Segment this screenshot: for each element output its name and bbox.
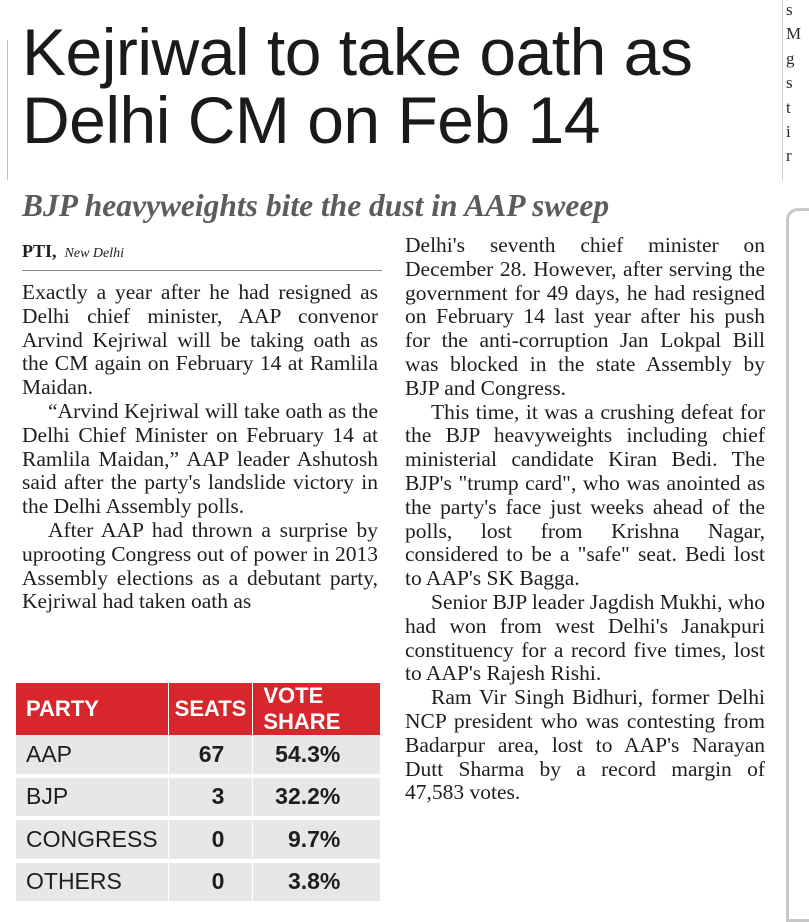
article-left-column [22, 281, 378, 614]
fragment-letter: r [786, 146, 792, 166]
table-row [16, 735, 380, 776]
paragraph: “Arvind Kejriwal will take oath as the Delhi Chief Minister on February 14 at Ramlila Maidan,” AAP leader Ashutosh said after the party's landslide victory in the Delhi Assembly polls. [22, 398, 378, 519]
vote-share-cell: 54.3% [253, 735, 381, 776]
seats-cell: 3 [168, 776, 253, 819]
header-vote-share: VOTE SHARE [253, 683, 381, 735]
fragment-letter: s [786, 0, 793, 19]
table-row [16, 818, 380, 861]
fragment-letter: g [786, 48, 795, 68]
adjacent-article-fragment [786, 0, 802, 169]
seats-cell: 0 [168, 818, 253, 861]
party-cell: OTHERS [16, 861, 168, 904]
paragraph: Ram Vir Singh Bidhuri, former Delhi NCP president who was contesting from Badarpur area, lost to AAP's Narayan Dutt Sharma by a record margin of 47,583 votes. [405, 685, 765, 805]
byline [22, 240, 382, 271]
vote-share-cell: 32.2% [253, 776, 381, 819]
paragraph: This time, it was a crushing defeat for the BJP heavyweights including chief ministerial candidate Kiran Bedi. The BJP's "trump card", who was anointed as the party's face just weeks ahead of the polls, lost from Krishna Nagar, considered to be a "safe" seat. Bedi lost to AAP's SK Bagga. [405, 399, 765, 591]
adjacent-column-rule [782, 0, 783, 180]
vote-share-cell: 3.8% [253, 861, 381, 904]
paragraph: After AAP had thrown a surprise by uprooting Congress out of power in 2013 Assembly elections as a debutant party, Kejriwal had taken oath as [22, 517, 378, 614]
subheadline: BJP heavyweights bite the dust in AAP sweep [22, 188, 610, 223]
fragment-letter: i [786, 122, 791, 142]
fragment-letter: M [786, 24, 802, 44]
fragment-letter: s [786, 73, 793, 93]
fragment-letter: t [786, 97, 791, 117]
header-seats: SEATS [168, 683, 253, 735]
headline: Kejriwal to take oath as Delhi CM on Feb 14 [22, 15, 693, 157]
byline-agency: PTI, [22, 241, 57, 261]
election-results-table [16, 683, 380, 905]
seats-cell: 67 [168, 735, 253, 776]
party-cell: BJP [16, 776, 168, 819]
party-cell: AAP [16, 735, 168, 776]
table-row [16, 861, 380, 904]
header-party: PARTY [16, 683, 168, 735]
adjacent-box-border [786, 208, 809, 922]
table-header-row [16, 683, 380, 735]
paragraph: Senior BJP leader Jagdish Mukhi, who had won from west Delhi's Janakpuri constituency for a record five times, lost to AAP's Rajesh Rishi. [405, 589, 765, 686]
party-cell: CONGRESS [16, 818, 168, 861]
article-right-column [405, 234, 765, 805]
left-column-rule [7, 40, 8, 180]
vote-share-cell: 9.7% [253, 818, 381, 861]
table-row [16, 776, 380, 819]
byline-place: New Delhi [64, 246, 125, 261]
paragraph: Exactly a year after he had resigned as Delhi chief minister, AAP convenor Arvind Kejriwal will be taking oath as the CM again on February 14 at Ramlila Maidan. [22, 280, 378, 400]
paragraph: Delhi's seventh chief minister on December 28. However, after serving the government for 49 days, he had resigned on February 14 last year after his push for the anti-corruption Jan Lokpal Bill was blocked in the state Assembly by BJP and Congress. [405, 233, 765, 400]
seats-cell: 0 [168, 861, 253, 904]
